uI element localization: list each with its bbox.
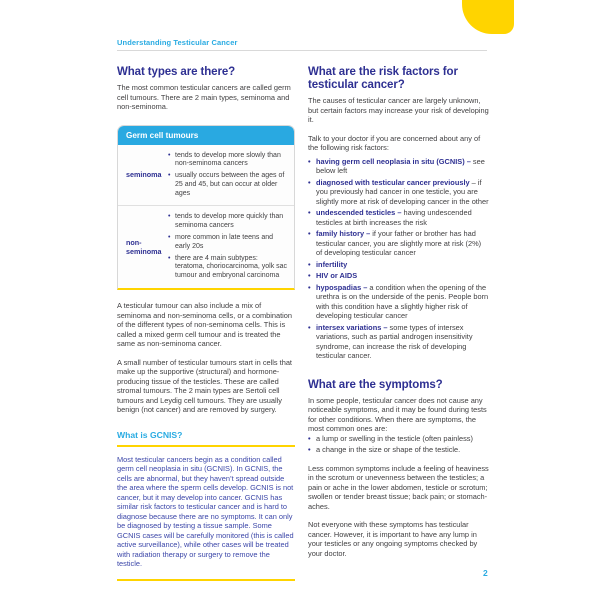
risk-factor-term: undescended testicles – (316, 208, 402, 217)
types-heading: What types are there? (117, 66, 236, 78)
left-column (117, 66, 295, 581)
symptoms-list (308, 434, 489, 455)
symptom-text: a lump or swelling in the testicle (often painless) (316, 433, 473, 443)
risk-factor-term: infertility (316, 259, 348, 269)
symptom-text: a change in the size or shape of the testicle. (316, 445, 461, 454)
risk-factor-item (308, 271, 489, 281)
risk-factors-heading: What are the risk factors for testicular cancer? (308, 66, 458, 91)
bullet-item: • tends to develop more quickly than seminoma cancers (168, 213, 289, 231)
risk-factor-term: hypospadias – (316, 282, 368, 292)
risk-factor-term: HIV or AIDS (316, 271, 358, 280)
types-intro-paragraph: The most common testicular cancers are called germ cell tumours. There are 2 main types, seminoma and non-seminoma. (117, 83, 291, 111)
non-seminoma-bullet-list (166, 206, 294, 288)
risk-factor-detail: see below left (316, 156, 485, 175)
symptom-item (308, 445, 489, 455)
seminoma-bullet-list (166, 145, 294, 206)
section-end-rule (117, 579, 295, 581)
gcnis-paragraph: Most testicular cancers begin as a condition called germ cell neoplasia in situ (GCNIS). In GCNIS, the cells are abnormal, but they haven’t spread outside the area where the sperm cells develop. GCNIS is not cancer, but it may develop into cancer. GCNIS has similar risk factors to testicular cancer and is hard to diagnose because there are no symptoms. It can only be diagnosed by testing a tissue sample. Some GCNIS cases will be carefully monitored (this is called active surveillance), while other cases will be treated with radiation therapy or surgery to remove the testicle. (117, 454, 294, 569)
bullet-item: • more common in late teens and early 20s (168, 234, 289, 252)
risk-factor-item (308, 208, 489, 227)
risk-factor-item (308, 323, 489, 361)
page-number: 2 (483, 568, 488, 578)
bullet-item: • there are 4 main subtypes: teratoma, choriocarcinoma, yolk sac tumour and embryonal carcinoma (168, 255, 289, 281)
mixed-tumour-paragraph: A testicular tumour can also include a mix of seminoma and non-seminoma cells, or a combination of the different types of non-seminoma cells. This is called a mixed germ cell tumour and is treated the same as non-seminoma cancer. (117, 301, 292, 349)
risk-factor-item (308, 283, 489, 321)
risk-factor-detail: some types of intersex variations, such as partial androgen insensitivity syndrome, can increase the risk of developing testicular cancer. (316, 322, 473, 360)
symptoms-heading: What are the symptoms? (308, 378, 443, 391)
risk-factor-item (308, 157, 489, 176)
stromal-tumour-paragraph: A small number of testicular tumours start in cells that make up the supportive (structural) and hormone-producing tissue of the testicles. These are called stromal tumours. The 2 main types are Sertoli cell tumours and Leydig cell tumours. They are usually benign (not cancer) and are removed by surgery. (117, 357, 292, 415)
row-label-seminoma: seminoma (126, 170, 162, 180)
germ-cell-tumours-table (117, 125, 295, 291)
risk-factor-item (308, 229, 489, 258)
gcnis-heading: What is GCNIS? (117, 430, 295, 447)
header-divider (117, 50, 487, 51)
running-header: Understanding Testicular Cancer (117, 38, 238, 47)
risk-factor-item (308, 178, 489, 207)
symptoms-intro-paragraph: In some people, testicular cancer does not cause any noticeable symptoms, and it may be found during tests for other conditions. When there are symptoms, the most common ones are: (308, 395, 487, 433)
bullet-item: • usually occurs between the ages of 25 and 45, but can occur at older ages (168, 172, 289, 198)
risk-factor-detail: a condition when the opening of the urethra is on the underside of the penis. People born with this condition have a slightly higher risk of developing testicular cancer (316, 282, 489, 320)
risk-factor-term: having germ cell neoplasia in situ (GCNIS) – (316, 156, 471, 166)
risk-factor-term: diagnosed with testicular cancer previously (316, 177, 470, 187)
risk-factor-item (308, 260, 489, 270)
risk-factor-term: family history – (316, 229, 371, 238)
table-row-non-seminoma (118, 205, 294, 288)
risk-factor-detail: – if you previously had cancer in one testicle, you are slightly more at risk of developing cancer in the other (316, 177, 489, 206)
risk-factors-list (308, 157, 489, 361)
risk-factor-term: intersex variations – (316, 322, 388, 332)
not-everyone-paragraph: Not everyone with these symptoms has testicular cancer. However, it is important to have any lump in your testicles or any ongoing symptoms checked by your doctor. (308, 520, 478, 558)
table-row-seminoma (118, 145, 294, 206)
table-title: Germ cell tumours (118, 126, 294, 145)
risk-intro-paragraph: The causes of testicular cancer are largely unknown, but certain factors may increase your risk of developing it. (308, 96, 489, 124)
right-column (308, 66, 489, 558)
row-label-non-seminoma: non-seminoma (126, 238, 162, 257)
risk-factor-detail: having undescended testicles at birth increases the risk (316, 208, 472, 227)
bullet-item: • tends to develop more slowly than non-seminoma cancers (168, 152, 289, 170)
corner-accent-shape (462, 0, 514, 34)
risk-factor-detail: if your father or brother has had testicular cancer, you are slightly more at risk (2%) of developing testicular cancer (316, 229, 482, 257)
less-common-paragraph: Less common symptoms include a feeling of heaviness in the scrotum or unevenness between the testicles; a pain or ache in the lower abdomen, testicle or scrotum; swollen or tender breast tissue; back pain; or stomach-aches. (308, 463, 489, 511)
symptom-item (308, 434, 489, 444)
risk-talk-paragraph: Talk to your doctor if you are concerned about any of the following risk factors: (308, 133, 481, 152)
